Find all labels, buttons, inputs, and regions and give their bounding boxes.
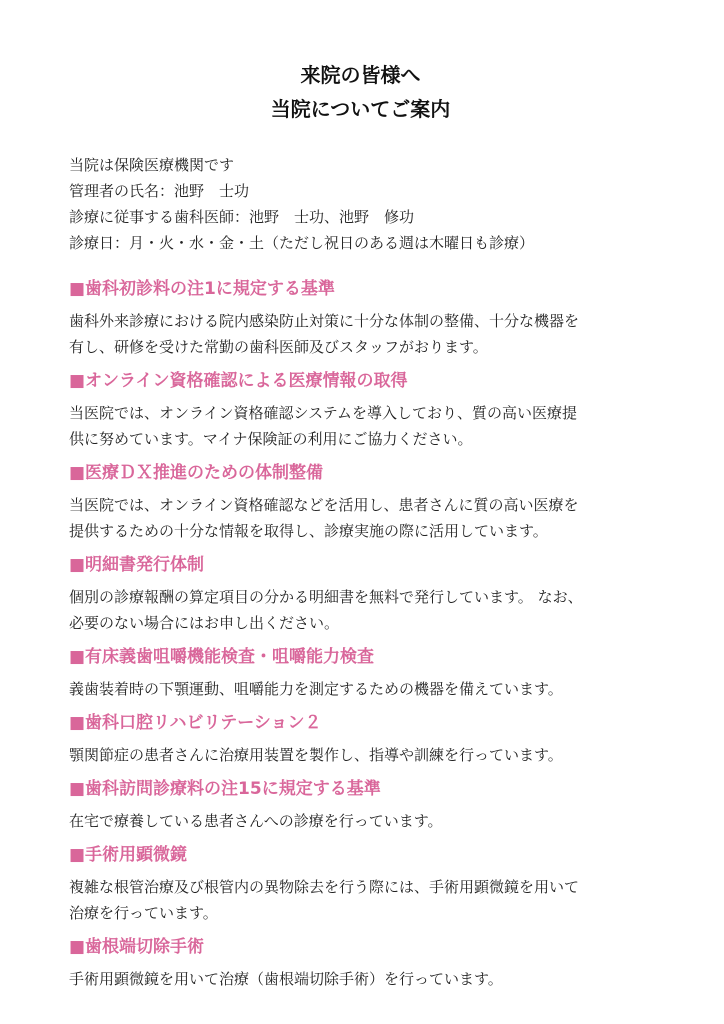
section-medical-dx	[69, 458, 652, 544]
title-line-2: 当院についてご案内	[270, 97, 451, 121]
intro-clinic-days: 診療日：月・火・水・金・土（ただし祝日のある週は木曜日も診療）	[69, 234, 535, 252]
body-line: 当医院では、オンライン資格確認システムを導入しており、質の高い医療提	[69, 404, 578, 422]
body-line: 有し、研修を受けた常勤の歯科医師及びスタッフがおります。	[69, 338, 488, 356]
body-line: 義歯装着時の下顎運動、咀嚼能力を測定するための機器を備えています。	[69, 680, 563, 698]
section-online-eligibility	[69, 366, 652, 452]
section-itemized-receipt	[69, 550, 652, 636]
section-heading: ■医療ＤＸ推進のための体制整備	[69, 463, 324, 483]
clinic-info	[69, 152, 652, 256]
body-line: 歯科外来診療における院内感染防止対策に十分な体制の整備、十分な機器を	[69, 312, 580, 330]
section-body	[69, 400, 652, 452]
section-body	[69, 492, 652, 544]
page-title	[69, 58, 652, 126]
body-line: 顎関節症の患者さんに治療用装置を製作し、指導や訓練を行っています。	[69, 746, 563, 764]
body-line: 複雑な根管治療及び根管内の異物除去を行う際には、手術用顕微鏡を用いて	[69, 878, 580, 896]
section-body	[69, 742, 652, 768]
section-heading: ■手術用顕微鏡	[69, 845, 188, 865]
body-line: 供に努めています。マイナ保険証の利用にご協力ください。	[69, 430, 473, 448]
section-heading: ■有床義歯咀嚼機能検査・咀嚼能力検査	[69, 647, 375, 667]
body-line: 必要のない場合にはお申し出ください。	[69, 614, 340, 632]
section-body	[69, 966, 652, 992]
section-denture-chewing-test	[69, 642, 652, 702]
body-line: 当医院では、オンライン資格確認などを活用し、患者さんに質の高い医療を	[69, 496, 579, 514]
section-body	[69, 676, 652, 702]
section-heading: ■明細書発行体制	[69, 555, 205, 575]
section-heading: ■歯科初診料の注1に規定する基準	[69, 279, 335, 299]
body-line: 治療を行っています。	[69, 904, 218, 922]
section-home-visit	[69, 774, 652, 834]
body-line: 提供するための十分な情報を取得し、診療実施の際に活用しています。	[69, 522, 548, 540]
section-body	[69, 874, 652, 926]
title-line-1: 来院の皆様へ	[300, 63, 421, 87]
section-heading: ■歯科訪問診療料の注15に規定する基準	[69, 779, 381, 799]
section-body	[69, 808, 652, 834]
body-line: 在宅で療養している患者さんへの診療を行っています。	[69, 812, 443, 830]
intro-dentists: 診療に従事する歯科医師：池野 士功、池野 修功	[69, 208, 415, 226]
section-body	[69, 308, 652, 360]
intro-insurance: 当院は保険医療機関です	[69, 156, 235, 174]
body-line: 手術用顕微鏡を用いて治療（歯根端切除手術）を行っています。	[69, 970, 503, 988]
intro-manager: 管理者の氏名：池野 士功	[69, 182, 250, 200]
section-oral-rehabilitation	[69, 708, 652, 768]
body-line: 個別の診療報酬の算定項目の分かる明細書を無料で発行しています。 なお、	[69, 588, 583, 606]
section-initial-visit-fee	[69, 274, 652, 360]
section-heading: ■歯根端切除手術	[69, 937, 205, 957]
section-body	[69, 584, 652, 636]
section-apicoectomy	[69, 932, 652, 992]
section-surgical-microscope	[69, 840, 652, 926]
section-heading: ■歯科口腔リハビリテーション２	[69, 713, 322, 733]
section-heading: ■オンライン資格確認による医療情報の取得	[69, 371, 408, 391]
